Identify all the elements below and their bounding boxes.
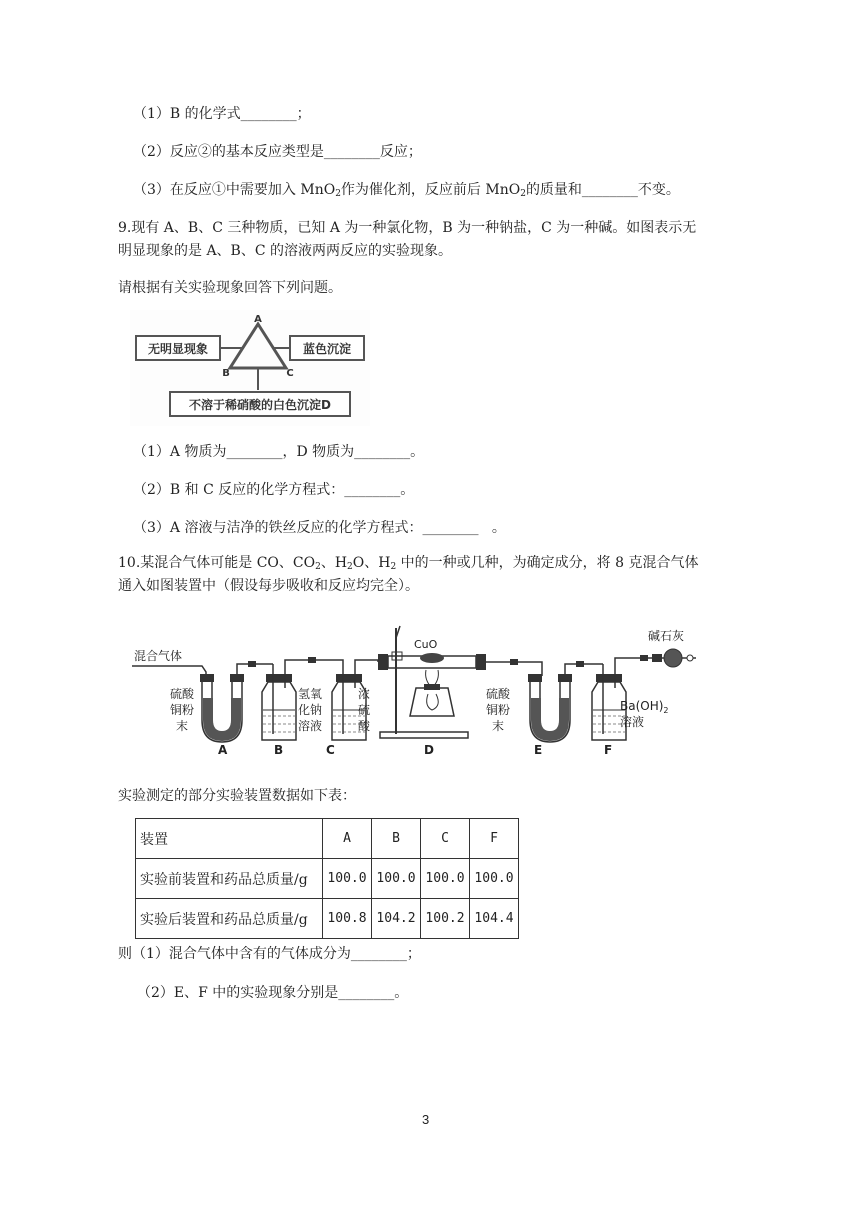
apparatus-diagram — [128, 618, 708, 764]
q10-intro-post: 中的一种或几种，为确定成分，将 8 克混合气体 — [396, 555, 699, 571]
q10-item-2: （2）E、F 中的实验现象分别是________。 — [137, 985, 409, 1001]
inlet-label: 混合气体 — [134, 649, 183, 663]
table-cell: 实验前装置和药品总质量/g — [136, 859, 323, 899]
c-label-2: 硫 — [358, 703, 371, 717]
table-row — [136, 899, 519, 939]
label-a: A — [254, 314, 262, 325]
a-label-3: 末 — [176, 719, 189, 733]
subscript: 2 — [663, 706, 669, 715]
table-cell: 100.8 — [323, 899, 372, 939]
pipe-clip — [576, 661, 584, 667]
letter-b: B — [274, 743, 284, 757]
letter-c: C — [326, 743, 335, 757]
q9-item-1: （1）A 物质为________，D 物质为________。 — [133, 444, 425, 460]
q9-item-2: （2）B 和 C 反应的化学方程式：________。 — [133, 482, 415, 498]
q10-intro-line-1 — [118, 553, 698, 573]
table-cell: 实验后装置和药品总质量/g — [136, 899, 323, 939]
b-label-2: 化钠 — [298, 703, 323, 717]
drying-tube — [638, 649, 696, 667]
f-label-1 — [620, 699, 669, 715]
table-row — [136, 859, 519, 899]
q9-prompt: 请根据有关实验现象回答下列问题。 — [118, 280, 342, 296]
letter-f: F — [604, 743, 613, 757]
f-label-1-text: Ba(OH) — [620, 699, 664, 713]
pipe-clip — [510, 659, 518, 665]
q10-item-1: 则（1）混合气体中含有的气体成分为________； — [118, 946, 421, 962]
letter-d: D — [424, 743, 434, 757]
e-label-2: 铜粉 — [486, 703, 511, 717]
page-number: 3 — [422, 1112, 430, 1127]
table-header-cell: 装置 — [136, 819, 323, 859]
reaction-triangle-diagram — [130, 310, 370, 426]
c-label-1: 浓 — [358, 687, 371, 701]
table-cell: 104.4 — [470, 899, 519, 939]
d-top-label: CuO — [414, 638, 438, 651]
table-cell: 100.2 — [421, 899, 470, 939]
subscript: 2 — [390, 562, 397, 572]
table-header-cell: B — [372, 819, 421, 859]
f-label-2: 溶液 — [620, 715, 645, 729]
bottle-b — [262, 664, 296, 740]
u-tube-e — [528, 674, 572, 742]
q8-item-1: （1）B 的化学式________； — [133, 106, 311, 122]
letter-a: A — [218, 743, 228, 757]
q10-intro-pre: 10.某混合气体可能是 CO、CO — [118, 555, 316, 571]
label-c: C — [286, 368, 294, 379]
table-header-cell: C — [421, 819, 470, 859]
right-box-label: 蓝色沉淀 — [302, 342, 352, 356]
subscript: 2 — [520, 189, 526, 199]
table-header-cell: F — [470, 819, 519, 859]
u-tube-a — [200, 674, 244, 742]
e-label-1: 硫酸 — [486, 687, 511, 701]
q9-intro-line-2: 明显现象的是 A、B、C 的溶液两两反应的实验现象。 — [118, 243, 453, 259]
b-label-3: 溶液 — [298, 719, 323, 733]
inlet-pipe — [132, 666, 206, 682]
data-table — [135, 818, 519, 939]
subscript: 2 — [347, 562, 353, 572]
table-cell: 104.2 — [372, 899, 421, 939]
q8-item-3 — [133, 180, 680, 200]
pipe-clip — [248, 661, 256, 667]
q9-intro-line-1: 9.现有 A、B、C 三种物质，已知 A 为一种氯化物，B 为一种钠盐，C 为一种碱。如图表示无 — [118, 220, 697, 236]
table-intro: 实验测定的部分实验装置数据如下表： — [118, 788, 356, 804]
table-cell: 100.0 — [323, 859, 372, 899]
left-box-label: 无明显现象 — [147, 342, 209, 356]
q10-intro-mid1: 、H — [320, 555, 348, 571]
subscript: 2 — [335, 189, 341, 199]
letter-e: E — [534, 743, 543, 757]
table-cell: 100.0 — [372, 859, 421, 899]
a-label-1: 硫酸 — [170, 687, 195, 701]
table-header-cell: A — [323, 819, 372, 859]
table-cell: 100.0 — [470, 859, 519, 899]
q10-intro-line-2: 通入如图装置中（假设每步吸收和反应均完全）。 — [118, 578, 419, 594]
bottom-box-label: 不溶于稀硝酸的白色沉淀D — [189, 398, 331, 412]
q8-item-3-mid: 作为催化剂，反应前后 MnO — [340, 182, 521, 198]
pipe-f-tube — [615, 658, 638, 662]
c-label-3: 酸 — [358, 719, 371, 733]
q8-item-2: （2）反应②的基本反应类型是________反应； — [133, 144, 422, 160]
subscript: 2 — [315, 562, 321, 572]
pipe-clip — [308, 657, 316, 663]
table-cell: 100.0 — [421, 859, 470, 899]
a-label-2: 铜粉 — [170, 703, 195, 717]
q8-item-3-post: 的质量和________不变。 — [525, 182, 680, 198]
e-label-3: 末 — [492, 719, 505, 733]
label-b: B — [222, 368, 230, 379]
pipe-cd — [355, 660, 378, 664]
q10-intro-mid2: O、H — [352, 555, 391, 571]
tube-label: 碱石灰 — [648, 629, 685, 643]
table-header-row — [136, 819, 519, 859]
q8-item-3-pre: （3）在反应①中需要加入 MnO — [133, 182, 336, 198]
b-label-1: 氢氧 — [298, 687, 323, 701]
q9-item-3: （3）A 溶液与洁净的铁丝反应的化学方程式：________ 。 — [133, 520, 506, 536]
